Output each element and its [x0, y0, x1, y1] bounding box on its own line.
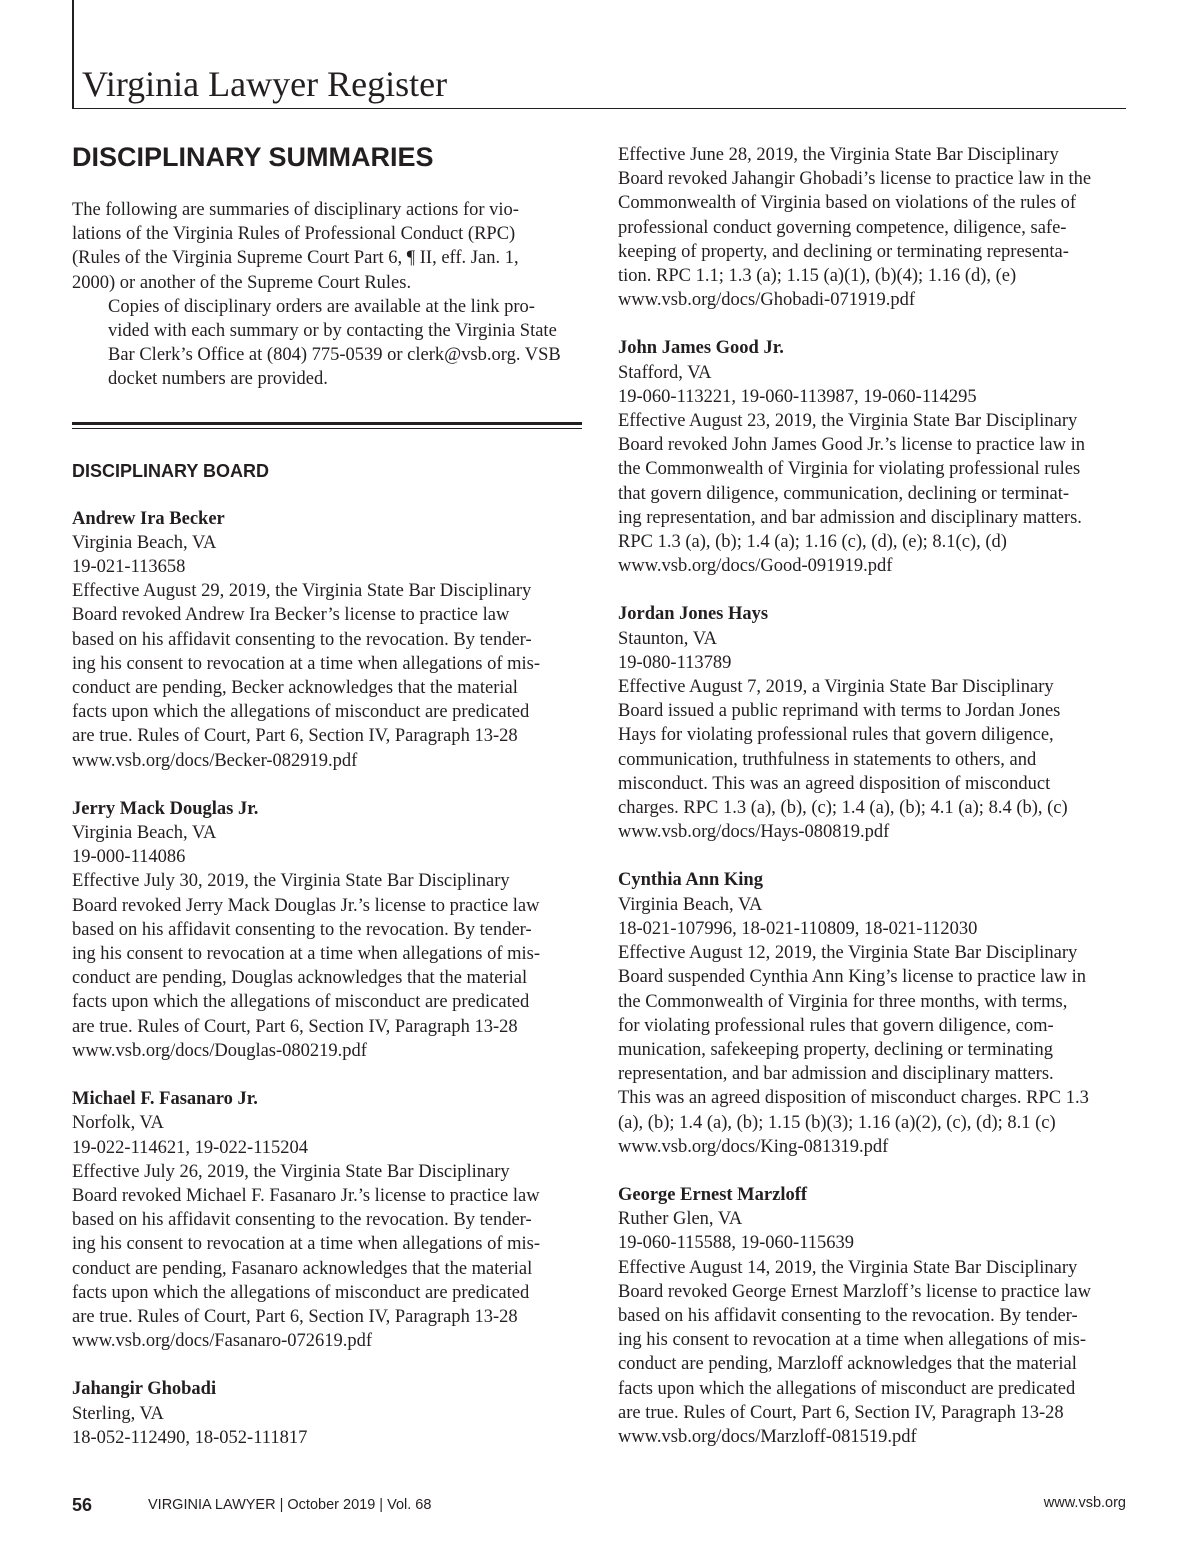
publication-info: VIRGINIA LAWYER | October 2019 | Vol. 68 — [148, 1497, 432, 1513]
docket-numbers: 18-021-107996, 18-021-110809, 18-021-112030 — [618, 918, 978, 939]
intro-line: 2000) or another of the Supreme Court Rules. — [72, 272, 412, 293]
case-summary — [618, 941, 1130, 1135]
summary-line: Effective June 28, 2019, the Virginia State Bar Disciplinary — [618, 145, 1059, 165]
intro-line: The following are summaries of disciplinary actions for vio- — [72, 200, 519, 220]
order-link[interactable]: www.vsb.org/docs/Good-091919.pdf — [618, 556, 893, 577]
right-entries — [618, 143, 1130, 1449]
right-column — [618, 143, 1130, 1473]
summary-line: keeping of property, and declining or terminating representa- — [618, 241, 1069, 262]
summary-line: that govern diligence, communication, declining or terminat- — [618, 483, 1070, 504]
summary-line: ing his consent to revocation at a time when allegations of mis- — [72, 944, 541, 965]
order-link[interactable]: www.vsb.org/docs/Becker-082919.pdf — [72, 750, 358, 771]
summary-line: Board issued a public reprimand with terms to Jordan Jones — [618, 701, 1061, 722]
docket-numbers: 19-080-113789 — [618, 652, 732, 673]
attorney-name: John James Good Jr. — [618, 338, 784, 359]
header-vertical-rule — [72, 0, 74, 109]
summary-line: Board revoked Andrew Ira Becker’s license to practice law — [72, 605, 510, 626]
case-summary — [72, 1160, 584, 1329]
summary-line: charges. RPC 1.3 (a), (b), (c); 1.4 (a), (b); 4.1 (a); 8.4 (b), (c) — [618, 798, 1068, 819]
case-summary — [618, 1256, 1130, 1425]
disciplinary-entry — [618, 1183, 1130, 1449]
summary-line: Effective July 26, 2019, the Virginia State Bar Disciplinary — [72, 1161, 510, 1182]
summary-line: based on his affidavit consenting to the revocation. By tender- — [72, 919, 532, 940]
footer-url: www.vsb.org — [1043, 1495, 1126, 1511]
summary-line: Effective August 12, 2019, the Virginia State Bar Disciplinary — [618, 943, 1078, 964]
disciplinary-entry — [618, 868, 1130, 1158]
disciplinary-board-heading: DISCIPLINARY BOARD — [72, 460, 270, 481]
docket-numbers: 19-021-113658 — [72, 557, 186, 578]
summary-line: ing representation, and bar admission and disciplinary matters. — [618, 507, 1082, 528]
summary-line: ing his consent to revocation at a time when allegations of mis- — [618, 1330, 1087, 1351]
summary-line: based on his affidavit consenting to the revocation. By tender- — [72, 629, 532, 650]
summary-line: based on his affidavit consenting to the revocation. By tender- — [618, 1305, 1078, 1326]
section-divider — [72, 422, 582, 429]
intro-line: vided with each summary or by contacting the Virginia State — [108, 321, 557, 342]
summary-line: Effective July 30, 2019, the Virginia State Bar Disciplinary — [72, 871, 510, 892]
summary-line: representation, and bar admission and disciplinary matters. — [618, 1064, 1054, 1085]
attorney-location: Virginia Beach, VA — [618, 894, 763, 915]
summary-line: Effective August 7, 2019, a Virginia State Bar Disciplinary — [618, 677, 1054, 698]
section-title: DISCIPLINARY SUMMARIES — [72, 142, 434, 172]
attorney-name: Andrew Ira Becker — [72, 508, 225, 529]
left-column — [72, 140, 584, 1474]
intro-line: Copies of disciplinary orders are available at the link pro- — [108, 296, 535, 317]
summary-line: conduct are pending, Becker acknowledges that the material — [72, 678, 518, 699]
disciplinary-entry — [618, 336, 1130, 578]
intro-paragraph-2 — [72, 295, 584, 392]
page-number: 56 — [72, 1495, 93, 1515]
summary-line: tion. RPC 1.1; 1.3 (a); 1.15 (a)(1), (b)(4); 1.16 (d), (e) — [618, 266, 1017, 287]
summary-line: conduct are pending, Douglas acknowledges that the material — [72, 968, 528, 989]
left-entries — [72, 507, 584, 1450]
attorney-name: Michael F. Fasanaro Jr. — [72, 1089, 258, 1110]
summary-line: Board revoked John James Good Jr.’s license to practice law in — [618, 435, 1086, 456]
docket-numbers: 19-060-115588, 19-060-115639 — [618, 1233, 855, 1254]
summary-line: This was an agreed disposition of misconduct charges. RPC 1.3 — [618, 1088, 1089, 1109]
summary-line: ing his consent to revocation at a time when allegations of mis- — [72, 653, 541, 674]
summary-line: for violating professional rules that govern diligence, com- — [618, 1015, 1054, 1036]
summary-line: Board revoked Jahangir Ghobadi’s license to practice law in the — [618, 169, 1092, 190]
summary-line: facts upon which the allegations of misconduct are predicated — [72, 992, 530, 1013]
docket-numbers: 19-060-113221, 19-060-113987, 19-060-114295 — [618, 386, 977, 407]
summary-line: facts upon which the allegations of misconduct are predicated — [72, 1282, 530, 1303]
intro-paragraph-1 — [72, 198, 584, 295]
attorney-name: George Ernest Marzloff — [618, 1184, 808, 1205]
order-link[interactable]: www.vsb.org/docs/King-081319.pdf — [618, 1136, 889, 1157]
attorney-location: Virginia Beach, VA — [72, 823, 217, 844]
summary-line: based on his affidavit consenting to the revocation. By tender- — [72, 1210, 532, 1231]
summary-line: munication, safekeeping property, declining or terminating — [618, 1039, 1053, 1060]
summary-line: are true. Rules of Court, Part 6, Section IV, Paragraph 13-28 — [72, 1016, 518, 1037]
summary-line: Commonwealth of Virginia based on violations of the rules of — [618, 193, 1077, 214]
running-header-title: Virginia Lawyer Register — [82, 64, 448, 104]
attorney-location: Virginia Beach, VA — [72, 532, 217, 553]
summary-line: RPC 1.3 (a), (b); 1.4 (a); 1.16 (c), (d), (e); 8.1(c), (d) — [618, 532, 1007, 553]
disciplinary-entry — [72, 1377, 584, 1450]
summary-line: conduct are pending, Marzloff acknowledges that the material — [618, 1354, 1077, 1375]
summary-line: Effective August 23, 2019, the Virginia State Bar Disciplinary — [618, 411, 1078, 432]
order-link[interactable]: www.vsb.org/docs/Douglas-080219.pdf — [72, 1040, 367, 1061]
summary-line: Board suspended Cynthia Ann King’s license to practice law in — [618, 967, 1087, 988]
case-summary — [618, 675, 1130, 820]
attorney-name: Jahangir Ghobadi — [72, 1379, 217, 1400]
summary-line: are true. Rules of Court, Part 6, Section IV, Paragraph 13-28 — [72, 1306, 518, 1327]
order-link[interactable]: www.vsb.org/docs/Ghobadi-071919.pdf — [618, 290, 916, 311]
disciplinary-entry — [72, 797, 584, 1063]
summary-line: professional conduct governing competence, diligence, safe- — [618, 217, 1067, 238]
intro-line: (Rules of the Virginia Supreme Court Part 6, ¶ II, eff. Jan. 1, — [72, 248, 519, 269]
disciplinary-entry — [618, 143, 1130, 312]
summary-line: Effective August 14, 2019, the Virginia State Bar Disciplinary — [618, 1257, 1078, 1278]
attorney-name: Jerry Mack Douglas Jr. — [72, 798, 259, 819]
attorney-location: Staunton, VA — [618, 628, 718, 649]
disciplinary-entry — [72, 507, 584, 773]
header-horizontal-rule — [72, 108, 1126, 109]
summary-line: Board revoked Jerry Mack Douglas Jr.’s license to practice law — [72, 895, 540, 916]
summary-line: (a), (b); 1.4 (a), (b); 1.15 (b)(3); 1.16 (a)(2), (c), (d); 8.1 (c) — [618, 1112, 1056, 1133]
order-link[interactable]: www.vsb.org/docs/Hays-080819.pdf — [618, 822, 890, 843]
intro-line: Bar Clerk’s Office at (804) 775-0539 or clerk@vsb.org. VSB — [108, 345, 561, 366]
summary-line: facts upon which the allegations of misconduct are predicated — [72, 702, 530, 723]
case-summary — [618, 409, 1130, 554]
disciplinary-entry — [618, 602, 1130, 844]
intro-line: docket numbers are provided. — [108, 369, 328, 390]
summary-line: communication, truthfulness in statements to others, and — [618, 749, 1037, 770]
case-summary — [72, 579, 584, 748]
summary-line: facts upon which the allegations of misconduct are predicated — [618, 1378, 1076, 1399]
case-summary — [72, 869, 584, 1038]
attorney-location: Norfolk, VA — [72, 1113, 164, 1134]
docket-numbers: 19-022-114621, 19-022-115204 — [72, 1137, 309, 1158]
summary-line: Board revoked George Ernest Marzloff’s license to practice law — [618, 1281, 1091, 1302]
summary-line: the Commonwealth of Virginia for violating professional rules — [618, 459, 1081, 480]
order-link[interactable]: www.vsb.org/docs/Marzloff-081519.pdf — [618, 1426, 917, 1447]
intro — [72, 198, 584, 392]
disciplinary-entry — [72, 1087, 584, 1353]
summary-line: Effective August 29, 2019, the Virginia State Bar Disciplinary — [72, 581, 532, 602]
summary-line: are true. Rules of Court, Part 6, Section IV, Paragraph 13-28 — [72, 726, 518, 747]
attorney-location: Stafford, VA — [618, 362, 712, 383]
summary-line: the Commonwealth of Virginia for three months, with terms, — [618, 991, 1068, 1012]
docket-numbers: 18-052-112490, 18-052-111817 — [72, 1427, 308, 1448]
order-link[interactable]: www.vsb.org/docs/Fasanaro-072619.pdf — [72, 1331, 373, 1352]
docket-numbers: 19-000-114086 — [72, 847, 186, 868]
attorney-location: Ruther Glen, VA — [618, 1209, 743, 1230]
summary-line: Board revoked Michael F. Fasanaro Jr.’s license to practice law — [72, 1185, 540, 1206]
summary-line: conduct are pending, Fasanaro acknowledges that the material — [72, 1258, 533, 1279]
intro-line: lations of the Virginia Rules of Professional Conduct (RPC) — [72, 224, 516, 245]
attorney-location: Sterling, VA — [72, 1403, 164, 1424]
attorney-name: Cynthia Ann King — [618, 870, 763, 891]
summary-line: misconduct. This was an agreed disposition of misconduct — [618, 773, 1051, 794]
summary-line: are true. Rules of Court, Part 6, Section IV, Paragraph 13-28 — [618, 1402, 1064, 1423]
attorney-name: Jordan Jones Hays — [618, 604, 769, 625]
summary-line: Hays for violating professional rules that govern diligence, — [618, 725, 1054, 746]
case-summary — [618, 143, 1130, 288]
summary-line: ing his consent to revocation at a time when allegations of mis- — [72, 1234, 541, 1255]
